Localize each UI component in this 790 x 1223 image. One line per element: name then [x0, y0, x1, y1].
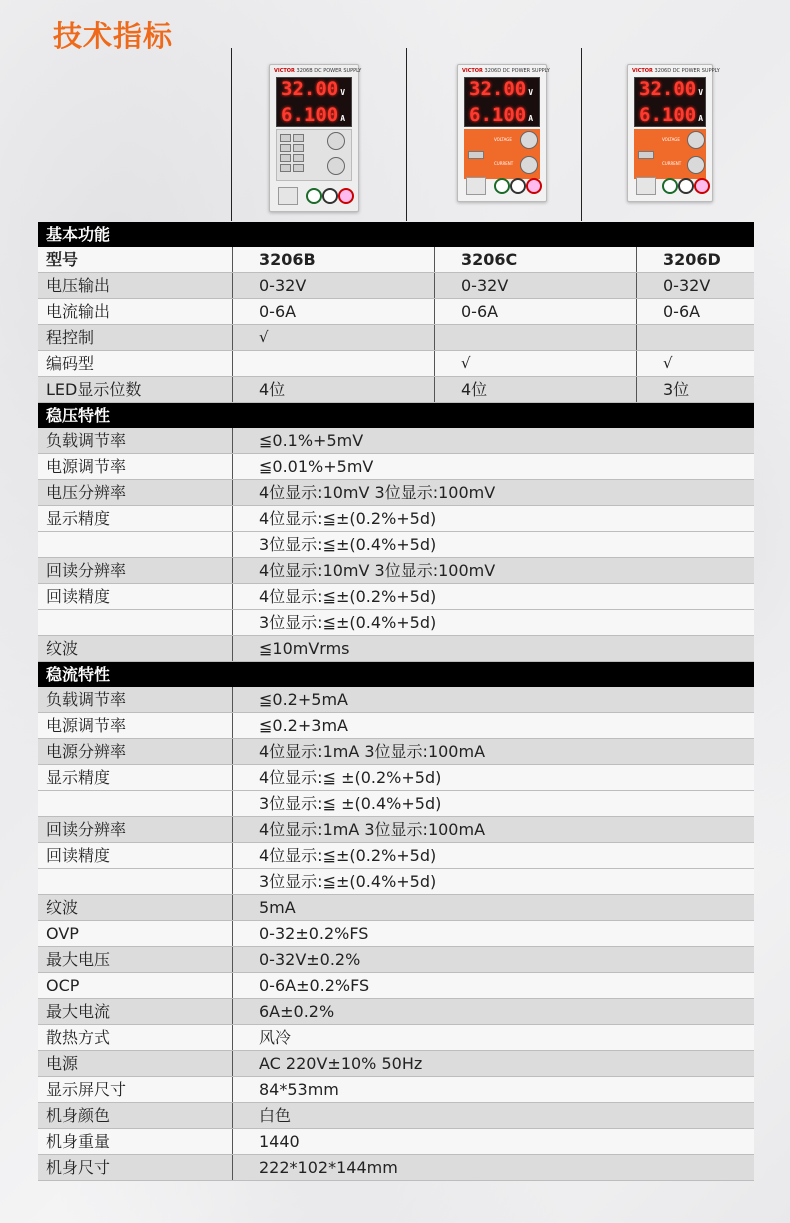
row-value: 3位	[636, 377, 754, 402]
table-row	[38, 713, 754, 739]
row-value: 6A±0.2%	[232, 999, 754, 1024]
voltage-unit: V	[698, 88, 704, 97]
check-mark-icon	[636, 325, 754, 350]
row-value: 0-6A	[434, 299, 636, 324]
table-row	[38, 999, 754, 1025]
preset-key	[280, 164, 291, 172]
row-value: AC 220V±10% 50Hz	[232, 1051, 754, 1076]
device-subtitle: DC POWER SUPPLY	[502, 68, 550, 74]
table-row	[38, 1077, 754, 1103]
table-row	[38, 351, 754, 377]
table-row	[38, 636, 754, 662]
row-value: 0-6A	[232, 299, 434, 324]
check-mark-icon: √	[232, 325, 434, 350]
row-value: 3位显示:≦±(0.4%+5d)	[232, 610, 754, 635]
spec-table	[38, 222, 754, 1181]
check-mark-icon: √	[434, 351, 636, 376]
current-knob	[687, 156, 705, 174]
voltage-knob	[520, 131, 538, 149]
row-value: ≦0.1%+5mV	[232, 428, 754, 453]
table-row	[38, 973, 754, 999]
row-label: 最大电流	[46, 1002, 111, 1021]
row-value: 白色	[232, 1103, 754, 1128]
table-row	[38, 273, 754, 299]
check-mark-icon: √	[636, 351, 754, 376]
device-subtitle: DC POWER SUPPLY	[672, 68, 720, 74]
table-row	[38, 558, 754, 584]
model-3206b: 3206B	[232, 247, 434, 272]
table-row	[38, 895, 754, 921]
photo-divider	[581, 48, 582, 221]
photo-divider	[406, 48, 407, 221]
preset-key	[280, 154, 291, 162]
row-value: 0-32V	[636, 273, 754, 298]
terminal-icon	[678, 178, 694, 194]
row-value: 4位显示:1mA 3位显示:100mA	[232, 817, 754, 842]
row-label: 编码型	[46, 354, 95, 373]
row-label: 负载调节率	[46, 431, 127, 450]
voltage-readout: 32.00	[281, 78, 339, 100]
brand-label: VICTOR	[274, 68, 295, 74]
table-row	[38, 1155, 754, 1181]
table-row	[38, 480, 754, 506]
section-header-voltage: 稳压特性	[38, 403, 754, 428]
row-label	[38, 791, 232, 816]
table-row	[38, 1129, 754, 1155]
section-header-current: 稳流特性	[38, 662, 754, 687]
brand-label: VICTOR	[462, 68, 483, 74]
output-key	[638, 151, 654, 159]
model-badge: 3206B	[296, 68, 313, 74]
led-display	[276, 77, 352, 127]
row-value: 4位显示:≦±(0.2%+5d)	[232, 506, 754, 531]
current-readout: 6.100	[639, 104, 697, 126]
voltage-knob	[327, 132, 345, 150]
control-panel	[634, 129, 706, 179]
preset-key	[280, 144, 291, 152]
control-panel	[276, 129, 352, 181]
product-image-3206c	[457, 64, 550, 202]
model-3206d: 3206D	[636, 247, 754, 272]
row-label: 显示精度	[46, 509, 111, 528]
row-label: 电源分辨率	[46, 742, 127, 761]
output-key	[468, 151, 484, 159]
row-value: 0-32±0.2%FS	[232, 921, 754, 946]
row-label: 纹波	[46, 898, 79, 917]
knob-label: CURRENT	[662, 161, 682, 166]
model-3206c: 3206C	[434, 247, 636, 272]
terminal-icon	[526, 178, 542, 194]
row-label: 回读分辨率	[46, 561, 127, 580]
brand-label: VICTOR	[632, 68, 653, 74]
row-label: 电源	[46, 1054, 79, 1073]
current-readout: 6.100	[469, 104, 527, 126]
row-label: 型号	[46, 250, 79, 269]
current-unit: A	[528, 114, 534, 123]
row-value: 0-32V±0.2%	[232, 947, 754, 972]
table-row	[38, 454, 754, 480]
row-value: 风冷	[232, 1025, 754, 1050]
power-switch	[278, 187, 298, 205]
terminal-icon	[694, 178, 710, 194]
row-label: 显示精度	[46, 768, 111, 787]
row-label: 电源调节率	[46, 457, 127, 476]
row-label	[38, 610, 232, 635]
page-title: 技术指标	[53, 19, 174, 53]
knob-label: CURRENT	[494, 161, 514, 166]
row-value: 0-6A±0.2%FS	[232, 973, 754, 998]
power-switch	[636, 177, 656, 195]
voltage-knob	[687, 131, 705, 149]
table-row	[38, 739, 754, 765]
product-photos	[38, 48, 754, 221]
row-value: 0-32V	[434, 273, 636, 298]
row-value: 4位显示:≦ ±(0.2%+5d)	[232, 765, 754, 790]
row-label: 程控制	[46, 328, 95, 347]
photo-divider	[231, 48, 232, 221]
check-mark-icon	[434, 325, 636, 350]
model-row	[38, 247, 754, 273]
current-unit: A	[698, 114, 704, 123]
preset-key	[280, 134, 291, 142]
table-row	[38, 765, 754, 791]
table-row	[38, 610, 754, 636]
table-row	[38, 1103, 754, 1129]
device-subtitle: DC POWER SUPPLY	[314, 68, 362, 74]
table-row	[38, 687, 754, 713]
knob-label: VOLTAGE	[494, 137, 512, 142]
terminal-icon	[322, 188, 338, 204]
current-knob	[520, 156, 538, 174]
row-value: 4位	[232, 377, 434, 402]
table-row	[38, 843, 754, 869]
row-value: 5mA	[232, 895, 754, 920]
row-label: 显示屏尺寸	[46, 1080, 127, 1099]
preset-key	[293, 144, 304, 152]
row-value: 4位显示:1mA 3位显示:100mA	[232, 739, 754, 764]
table-row	[38, 532, 754, 558]
row-label: 回读分辨率	[46, 820, 127, 839]
row-value: 4位显示:≦±(0.2%+5d)	[232, 584, 754, 609]
row-label: 纹波	[46, 639, 79, 658]
row-value: 1440	[232, 1129, 754, 1154]
check-mark-icon	[232, 351, 434, 376]
row-label: 回读精度	[46, 846, 111, 865]
row-label: 电压分辨率	[46, 483, 127, 502]
led-display	[634, 77, 706, 127]
row-label: 负载调节率	[46, 690, 127, 709]
table-row	[38, 817, 754, 843]
row-label: OCP	[46, 976, 80, 995]
section-header-basic: 基本功能	[38, 222, 754, 247]
row-label: 机身重量	[46, 1132, 111, 1151]
table-row	[38, 299, 754, 325]
preset-key	[293, 134, 304, 142]
voltage-readout: 32.00	[639, 78, 697, 100]
current-knob	[327, 157, 345, 175]
row-value: 4位显示:≦±(0.2%+5d)	[232, 843, 754, 868]
product-image-3206d	[627, 64, 720, 202]
voltage-readout: 32.00	[469, 78, 527, 100]
control-panel	[464, 129, 540, 179]
row-value: ≦10mVrms	[232, 636, 754, 661]
voltage-unit: V	[528, 88, 534, 97]
row-value: 4位	[434, 377, 636, 402]
terminal-icon	[510, 178, 526, 194]
row-value: 3位显示:≦±(0.4%+5d)	[232, 532, 754, 557]
row-label: 电流输出	[46, 302, 111, 321]
row-label: 电源调节率	[46, 716, 127, 735]
row-label	[38, 869, 232, 894]
row-value: 3位显示:≦±(0.4%+5d)	[232, 869, 754, 894]
row-value: ≦0.2+5mA	[232, 687, 754, 712]
terminal-icon	[306, 188, 322, 204]
row-label: 散热方式	[46, 1028, 111, 1047]
row-label: 回读精度	[46, 587, 111, 606]
table-row	[38, 506, 754, 532]
current-unit: A	[340, 114, 346, 123]
row-value: ≦0.2+3mA	[232, 713, 754, 738]
table-row	[38, 1025, 754, 1051]
product-image-3206b	[269, 64, 362, 212]
led-display	[464, 77, 540, 127]
terminal-icon	[662, 178, 678, 194]
table-row	[38, 869, 754, 895]
row-label: 机身颜色	[46, 1106, 111, 1125]
row-value: 84*53mm	[232, 1077, 754, 1102]
row-label	[38, 532, 232, 557]
row-value: 222*102*144mm	[232, 1155, 754, 1180]
knob-label: VOLTAGE	[662, 137, 680, 142]
row-label: LED显示位数	[46, 380, 142, 399]
table-row	[38, 947, 754, 973]
table-row	[38, 325, 754, 351]
table-row	[38, 791, 754, 817]
table-row	[38, 584, 754, 610]
power-switch	[466, 177, 486, 195]
preset-key	[293, 154, 304, 162]
terminal-icon	[494, 178, 510, 194]
model-badge: 3206D	[654, 68, 672, 74]
row-value: 4位显示:10mV 3位显示:100mV	[232, 480, 754, 505]
row-label: 电压输出	[46, 276, 111, 295]
row-value: ≦0.01%+5mV	[232, 454, 754, 479]
row-label: OVP	[46, 924, 79, 943]
terminal-icon	[338, 188, 354, 204]
voltage-unit: V	[340, 88, 346, 97]
preset-key	[293, 164, 304, 172]
current-readout: 6.100	[281, 104, 339, 126]
row-value: 0-32V	[232, 273, 434, 298]
table-row	[38, 921, 754, 947]
row-value: 0-6A	[636, 299, 754, 324]
row-label: 最大电压	[46, 950, 111, 969]
table-row	[38, 1051, 754, 1077]
row-value: 4位显示:10mV 3位显示:100mV	[232, 558, 754, 583]
row-label: 机身尺寸	[46, 1158, 111, 1177]
table-row	[38, 428, 754, 454]
row-value: 3位显示:≦ ±(0.4%+5d)	[232, 791, 754, 816]
table-row	[38, 377, 754, 403]
model-badge: 3206D	[484, 68, 502, 74]
